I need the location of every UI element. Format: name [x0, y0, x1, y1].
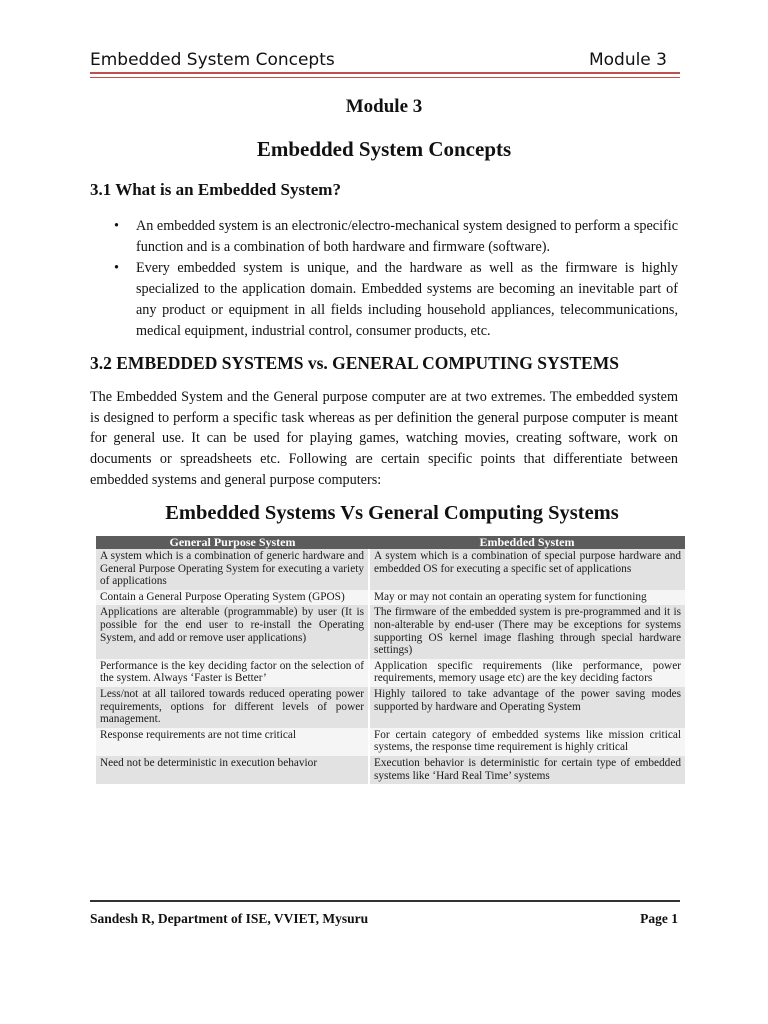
bullet-icon: • — [114, 260, 119, 277]
table-cell-general: Performance is the key deciding factor on the selection of the system. Always ‘Faster is Better’ — [96, 659, 369, 687]
column-header-embedded: Embedded System — [369, 536, 685, 549]
table-cell-general: Need not be deterministic in execution behavior — [96, 756, 369, 784]
bullet-item: • Every embedded system is unique, and the hardware as well as the firmware is highly specialized to the application domain. Embedded systems are becoming an inevitable part of any product or equipment in all fields including household appliances, telecommunications, medical equipment, industrial control, consumer products, etc. — [114, 260, 678, 339]
header-rule-thin — [90, 77, 680, 78]
table-cell-general: Contain a General Purpose Operating System (GPOS) — [96, 590, 369, 606]
table-row — [96, 590, 685, 606]
section-3-2-paragraph: The Embedded System and the General purpose computer are at two extremes. The embedded system is designed to perform a specific task whereas as per definition the general purpose computer is meant for general use. It can be used for playing games, watching movies, creating software, work on documents or spreadsheets etc. Following are certain specific points that differentiate between embedded systems and general purpose computers: — [90, 389, 678, 488]
column-header-general: General Purpose System — [96, 536, 369, 549]
table-row — [96, 659, 685, 687]
footer-author: Sandesh R, Department of ISE, VVIET, Mysuru — [90, 911, 369, 926]
bullet-item: • An embedded system is an electronic/electro-mechanical system designed to perform a specific function and is a combination of both hardware and firmware (software). — [114, 218, 678, 255]
table-row — [96, 687, 685, 728]
section-3-2-heading: 3.2 EMBEDDED SYSTEMS vs. GENERAL COMPUTING SYSTEMS — [90, 353, 619, 373]
header-rule-thick — [90, 72, 680, 74]
table-row — [96, 605, 685, 658]
table-cell-general: Applications are alterable (programmable) by user (It is possible for the end user to re-install the Operating System, and add or remove user applications) — [96, 605, 369, 658]
bullet-icon: • — [114, 218, 119, 234]
table-cell-embedded: May or may not contain an operating system for functioning — [369, 590, 685, 606]
bullet-list — [112, 216, 678, 342]
table-cell-general: Response requirements are not time critical — [96, 728, 369, 756]
table-row — [96, 728, 685, 756]
footer-rule — [90, 900, 680, 902]
table-cell-embedded: Execution behavior is deterministic for certain type of embedded systems like ‘Hard Real Time’ systems — [369, 756, 685, 784]
comparison-table-title: Embedded Systems Vs General Computing Systems — [165, 502, 619, 524]
table-cell-embedded: For certain category of embedded systems like mission critical systems, the response time requirement is highly critical — [369, 728, 685, 756]
table-cell-embedded: A system which is a combination of special purpose hardware and embedded OS for executing a specific set of applications — [369, 549, 685, 590]
table-row — [96, 756, 685, 784]
section-3-1-heading: 3.1 What is an Embedded System? — [90, 180, 341, 199]
table-cell-embedded: The firmware of the embedded system is pre-programmed and it is non-alterable by end-user (There may be exceptions for systems supporting OS kernel image flashing through special hardware settings) — [369, 605, 685, 658]
header-title: Embedded System Concepts — [90, 50, 335, 70]
main-title: Embedded System Concepts — [256, 137, 512, 161]
table-cell-general: A system which is a combination of generic hardware and General Purpose Operating System for executing a variety of applications — [96, 549, 369, 590]
module-heading: Module 3 — [345, 96, 423, 117]
footer-page-number: Page 1 — [640, 911, 678, 926]
table-cell-embedded: Highly tailored to take advantage of the power saving modes supported by hardware and Operating System — [369, 687, 685, 728]
comparison-table — [96, 536, 685, 784]
table-row — [96, 549, 685, 590]
table-cell-general: Less/not at all tailored towards reduced operating power requirements, options for different levels of power management. — [96, 687, 369, 728]
header-module: Module 3 — [588, 50, 667, 70]
table-cell-embedded: Application specific requirements (like performance, power requirements, memory usage etc) are the key deciding factors — [369, 659, 685, 687]
